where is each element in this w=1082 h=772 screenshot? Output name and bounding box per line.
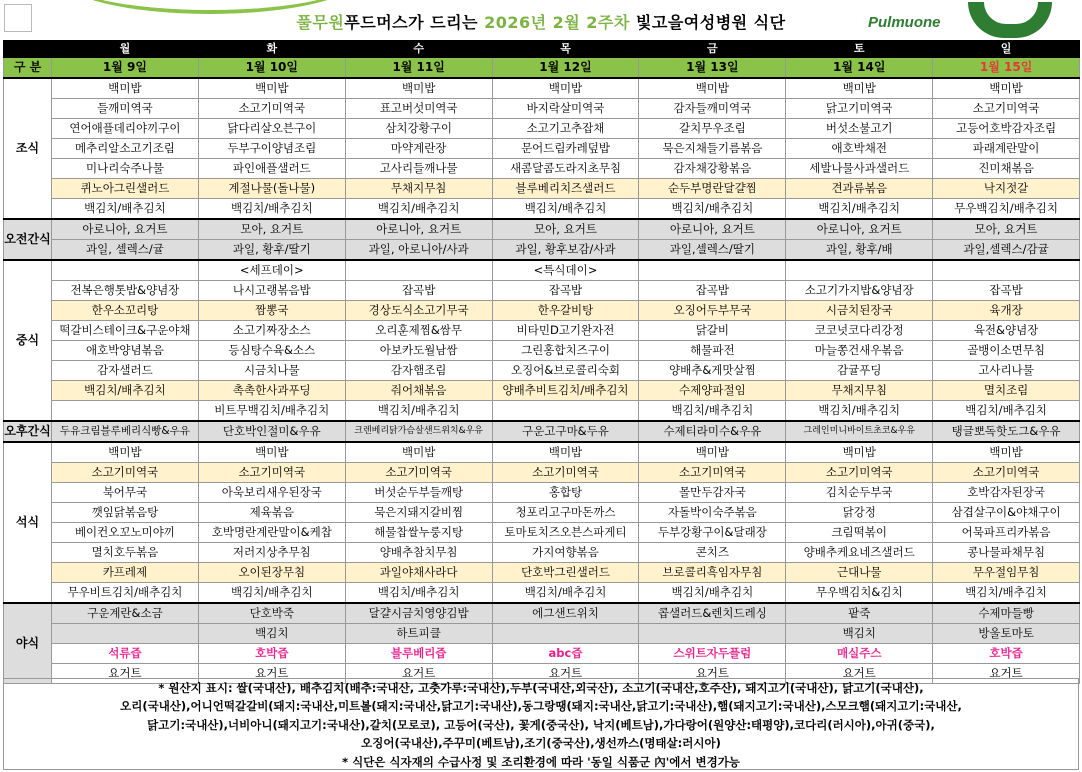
menu-cell: <세프데이>	[198, 260, 345, 281]
menu-cell: 토마토치즈오븐스파게티	[492, 523, 639, 543]
menu-cell: 파래계란말이	[933, 139, 1080, 159]
lunch-label: 중식	[4, 260, 52, 421]
menu-cell: 백김치	[198, 624, 345, 644]
menu-cell: 소고기미역국	[52, 463, 199, 483]
menu-cell	[492, 401, 639, 422]
menu-cell: 수제티라미수&우유	[639, 421, 786, 442]
menu-cell: 코코넛코다리강정	[786, 321, 933, 341]
menu-cell: 그린홍합치즈구이	[492, 341, 639, 361]
menu-cell: 골뱅이소면무침	[933, 341, 1080, 361]
menu-cell: 모아, 요거트	[933, 219, 1080, 240]
menu-cell: 비타민D고기완자전	[492, 321, 639, 341]
menu-cell: 고사리들깨나물	[345, 159, 492, 179]
menu-cell: 백미밥	[345, 78, 492, 99]
title-end: 빛고을여성병원 식단	[629, 13, 786, 32]
menu-cell: 묵은지채들기름볶음	[639, 139, 786, 159]
date-header: 1월 13일	[639, 58, 786, 79]
menu-cell: 제육볶음	[198, 503, 345, 523]
menu-cell: 잡곡밥	[492, 281, 639, 301]
menu-cell: 두부강황구이&달래장	[639, 523, 786, 543]
menu-cell: 백김치/배추김치	[345, 583, 492, 604]
dinner-row	[4, 442, 1080, 463]
menu-cell: 감자햄조림	[345, 361, 492, 381]
weekday-header: 월	[52, 41, 199, 58]
date-row	[4, 58, 1080, 79]
menu-cell: 백미밥	[345, 442, 492, 463]
menu-cell: 탱글뽀독핫도그&우유	[933, 421, 1080, 442]
menu-cell: 과일, 황후/배	[786, 240, 933, 261]
menu-cell: 낙지젓갈	[933, 179, 1080, 199]
menu-cell: 애호박양념볶음	[52, 341, 199, 361]
menu-cell: 백미밥	[639, 442, 786, 463]
lunch-row	[4, 281, 1080, 301]
menu-cell: 나시고랭볶음밥	[198, 281, 345, 301]
menu-cell: 요거트	[786, 664, 933, 684]
menu-cell: 백미밥	[933, 78, 1080, 99]
menu-cell: 백김치/배추김치	[786, 401, 933, 422]
menu-cell: 바지락살미역국	[492, 99, 639, 119]
menu-cell: 백미밥	[639, 78, 786, 99]
weekday-header: 금	[639, 41, 786, 58]
menu-cell	[52, 624, 199, 644]
breakfast-row	[4, 99, 1080, 119]
menu-cell: 요거트	[933, 664, 1080, 684]
menu-cell: 백김치/배추김치	[639, 199, 786, 220]
menu-cell: 닭고기미역국	[786, 99, 933, 119]
menu-cell: 견과류볶음	[786, 179, 933, 199]
menu-cell: 비트무백김치/배추김치	[198, 401, 345, 422]
weekday-header: 수	[345, 41, 492, 58]
menu-cell: 근대나물	[786, 563, 933, 583]
menu-cell: 백김치/배추김치	[52, 199, 199, 220]
menu-cell: 마늘쫑건새우볶음	[786, 341, 933, 361]
dinner-row	[4, 503, 1080, 523]
menu-cell: 백김치/배추김치	[492, 583, 639, 604]
menu-cell: 그레인미니바이트초코&우유	[786, 421, 933, 442]
menu-cell: 구운고구마&두유	[492, 421, 639, 442]
menu-cell: 백김치	[786, 624, 933, 644]
menu-cell: 멸치조림	[933, 381, 1080, 401]
menu-cell: 아로니아, 요거트	[786, 219, 933, 240]
menu-cell: 삼겹살구이&야채구이	[933, 503, 1080, 523]
lunch-row	[4, 361, 1080, 381]
menu-cell: 잡곡밥	[639, 281, 786, 301]
dinner-row	[4, 563, 1080, 583]
menu-cell: 육개장	[933, 301, 1080, 321]
weekday-header: 목	[492, 41, 639, 58]
date-header: 1월 15일	[933, 58, 1080, 79]
page-header	[0, 0, 1082, 40]
breakfast-row	[4, 119, 1080, 139]
menu-cell: 백미밥	[52, 442, 199, 463]
menu-cell: 콥샐러드&렌치드레싱	[639, 603, 786, 624]
menu-cell: 소고기고추잡채	[492, 119, 639, 139]
menu-cell: 요거트	[639, 664, 786, 684]
menu-cell: 스위트자두플럼	[639, 644, 786, 664]
menu-cell: abc즙	[492, 644, 639, 664]
label-header: 구 분	[4, 58, 52, 79]
menu-cell: 아로니아, 요거트	[639, 219, 786, 240]
menu-cell: 석류즙	[52, 644, 199, 664]
menu-cell: 달걀시금치영양김밥	[345, 603, 492, 624]
menu-cell: 양배추케요네즈샐러드	[786, 543, 933, 563]
menu-cell: 요거트	[345, 664, 492, 684]
pulmuone-logo: Pulmuone	[868, 14, 941, 31]
menu-cell: 떡갈비스테이크&구운야채	[52, 321, 199, 341]
breakfast-row	[4, 159, 1080, 179]
menu-cell: 무우백김치/배추김치	[933, 199, 1080, 220]
menu-cell: 김치순두부국	[786, 483, 933, 503]
menu-cell: 요거트	[198, 664, 345, 684]
dinner-row	[4, 523, 1080, 543]
menu-cell: 어묵파프리카볶음	[933, 523, 1080, 543]
menu-cell: 한우소꼬리탕	[52, 301, 199, 321]
menu-cell: 소고기짜장소스	[198, 321, 345, 341]
menu-cell: 몰만두감자국	[639, 483, 786, 503]
menu-cell: 갈치무우조림	[639, 119, 786, 139]
menu-cell: 고등어호박감자조림	[933, 119, 1080, 139]
menu-cell: 파인애플샐러드	[198, 159, 345, 179]
menu-cell: 요거트	[52, 664, 199, 684]
menu-cell: 백김치/배추김치	[933, 583, 1080, 604]
menu-cell: 백김치/배추김치	[345, 401, 492, 422]
menu-cell: 오징어두부무국	[639, 301, 786, 321]
menu-cell: 무우비트김치/배추김치	[52, 583, 199, 604]
menu-cell: 호박즙	[198, 644, 345, 664]
menu-cell: 무우백김치&김치	[786, 583, 933, 604]
menu-cell: 과일, 아로니아/사과	[345, 240, 492, 261]
menu-cell: 하트피클	[345, 624, 492, 644]
menu-cell: 감자들깨미역국	[639, 99, 786, 119]
menu-cell: 양배추참치무침	[345, 543, 492, 563]
note-line: * 원산지 표시: 쌀(국내산), 배추김치(배추:국내산, 고춧가루:국내산),두부(국내산,외국산), 소고기(국내산,호주산), 돼지고기(국내산), 닭고기(국내산),	[158, 681, 924, 695]
menu-cell: 구운계란&소금	[52, 603, 199, 624]
date-header: 1월 10일	[198, 58, 345, 79]
night_snack-label: 야식	[4, 603, 52, 684]
menu-cell: 소고기미역국	[198, 463, 345, 483]
menu-cell: 해물찹쌀누룽지탕	[345, 523, 492, 543]
menu-cell: 아욱보리새우된장국	[198, 483, 345, 503]
menu-cell: 해물파전	[639, 341, 786, 361]
menu-cell: 무우절임무침	[933, 563, 1080, 583]
lunch-row	[4, 381, 1080, 401]
menu-cell: 백미밥	[933, 442, 1080, 463]
menu-cell: 감자샐러드	[52, 361, 199, 381]
menu-cell: 베이컨오꼬노미야끼	[52, 523, 199, 543]
menu-cell: 크림떡볶이	[786, 523, 933, 543]
menu-cell	[639, 260, 786, 281]
menu-cell: 멸치호두볶음	[52, 543, 199, 563]
menu-cell: 과일야채사라다	[345, 563, 492, 583]
menu-cell: 양배추비트김치/배추김치	[492, 381, 639, 401]
menu-cell: 모아, 요거트	[492, 219, 639, 240]
menu-cell: 아로니아, 요거트	[52, 219, 199, 240]
menu-cell: 요거트	[492, 664, 639, 684]
menu-cell: 과일,셀렉스/감귤	[933, 240, 1080, 261]
menu-cell: 버섯순두부들깨탕	[345, 483, 492, 503]
menu-cell: <특식데이>	[492, 260, 639, 281]
weekday-header: 화	[198, 41, 345, 58]
menu-cell	[52, 260, 199, 281]
dinner-row	[4, 583, 1080, 604]
menu-cell: 수제마들빵	[933, 603, 1080, 624]
menu-cell: 연어애플데리야끼구이	[52, 119, 199, 139]
menu-cell	[52, 401, 199, 422]
menu-cell: 과일, 황후/딸기	[198, 240, 345, 261]
menu-cell: 팥죽	[786, 603, 933, 624]
menu-cell: 블루베리치즈샐러드	[492, 179, 639, 199]
menu-cell: 경상도식소고기무국	[345, 301, 492, 321]
menu-cell: 시금치된장국	[786, 301, 933, 321]
menu-cell: 소고기가지밥&양념장	[786, 281, 933, 301]
menu-cell: 블루베리즙	[345, 644, 492, 664]
menu-cell: 깻잎닭볶음탕	[52, 503, 199, 523]
menu-cell: 과일, 셀렉스/귤	[52, 240, 199, 261]
lunch-row	[4, 260, 1080, 281]
menu-cell: 애호박채전	[786, 139, 933, 159]
menu-cell: 잡곡밥	[933, 281, 1080, 301]
menu-cell	[639, 624, 786, 644]
menu-cell: 단호박인절미&우유	[198, 421, 345, 442]
menu-cell: 삼치강황구이	[345, 119, 492, 139]
lunch-row	[4, 321, 1080, 341]
breakfast-label: 조식	[4, 78, 52, 219]
menu-cell: 시금치나물	[198, 361, 345, 381]
menu-cell: 소고기미역국	[933, 463, 1080, 483]
menu-cell: 촉촉한사과푸딩	[198, 381, 345, 401]
menu-cell: 백김치/배추김치	[345, 199, 492, 220]
breakfast-row	[4, 179, 1080, 199]
note-line: 오징어(국내산),주꾸미(베트남),조기(중국산),생선까스(명태살:러시아)	[361, 736, 721, 751]
origin-notes	[3, 678, 1079, 770]
dinner-row	[4, 543, 1080, 563]
note-line: * 식단은 식자재의 수급사정 및 조리환경에 따라 '동일 식품군 內'에서 변경가능	[342, 754, 740, 769]
menu-cell: 순두부명란달걀찜	[639, 179, 786, 199]
menu-cell: 무채지무침	[786, 381, 933, 401]
menu-cell: 카프레제	[52, 563, 199, 583]
menu-cell: 백미밥	[492, 442, 639, 463]
menu-cell: 소고기미역국	[933, 99, 1080, 119]
menu-cell: 등심탕수육&소스	[198, 341, 345, 361]
menu-cell: 오이된장무침	[198, 563, 345, 583]
corner-cell	[4, 41, 52, 58]
menu-cell: 세발나물사과샐러드	[786, 159, 933, 179]
morning_snack-label: 오전간식	[4, 219, 52, 260]
menu-cell: 잡곡밥	[345, 281, 492, 301]
menu-cell: 문어드림카레덮밥	[492, 139, 639, 159]
menu-cell: 홍합탕	[492, 483, 639, 503]
menu-cell: 단호박그린샐러드	[492, 563, 639, 583]
menu-cell	[492, 624, 639, 644]
menu-cell: 감자채강황볶음	[639, 159, 786, 179]
menu-cell: 백미밥	[786, 442, 933, 463]
menu-cell: 아보카도월남쌈	[345, 341, 492, 361]
menu-cell: 매실주스	[786, 644, 933, 664]
menu-cell: 백김치/배추김치	[933, 401, 1080, 422]
menu-cell: 소고기미역국	[786, 463, 933, 483]
menu-cell: 수제양파절임	[639, 381, 786, 401]
date-header: 1월 12일	[492, 58, 639, 79]
weekday-header: 일	[933, 41, 1080, 58]
menu-cell: 줘어채볶음	[345, 381, 492, 401]
menu-cell: 백김치/배추김치	[786, 199, 933, 220]
menu-cell: 백미밥	[786, 78, 933, 99]
night_snack-row	[4, 644, 1080, 664]
menu-cell: 방울토마토	[933, 624, 1080, 644]
menu-cell: 고사리나물	[933, 361, 1080, 381]
menu-cell	[786, 260, 933, 281]
menu-cell: 닭다리살오븐구이	[198, 119, 345, 139]
menu-cell: 청포리고구마돈까스	[492, 503, 639, 523]
weekday-row	[4, 41, 1080, 58]
menu-cell: 백김치/배추김치	[198, 583, 345, 604]
menu-cell: 퀴노아그린샐러드	[52, 179, 199, 199]
morning_snack-row	[4, 240, 1080, 261]
date-header: 1월 14일	[786, 58, 933, 79]
menu-cell: 계절나물(돌나물)	[198, 179, 345, 199]
menu-cell: 새콤달콤도라지초무침	[492, 159, 639, 179]
afternoon_snack-row	[4, 421, 1080, 442]
lunch-row	[4, 401, 1080, 422]
menu-cell: 에그샌드위치	[492, 603, 639, 624]
menu-cell: 과일,셀렉스/딸기	[639, 240, 786, 261]
menu-cell: 북어무국	[52, 483, 199, 503]
date-header: 1월 11일	[345, 58, 492, 79]
menu-cell: 메추리알소고기조림	[52, 139, 199, 159]
menu-cell: 콩나물파채무침	[933, 543, 1080, 563]
title-mid: 푸드머스가 드리는	[344, 13, 485, 32]
note-line: 오리(국내산),어니언떡갈갈비(돼지:국내산,미트볼(돼지:국내산,닭고기:국내산),동그랑땡(돼지:국내산,닭고기:국내산),햄(돼지고기:국내산),스모크햄(돼지고기:국내산,	[120, 699, 962, 714]
menu-cell: 무채지무침	[345, 179, 492, 199]
menu-cell: 소고기미역국	[345, 463, 492, 483]
menu-cell	[345, 260, 492, 281]
menu-cell: 감귤푸딩	[786, 361, 933, 381]
lunch-row	[4, 301, 1080, 321]
menu-cell: 오리훈제찜&쌈무	[345, 321, 492, 341]
menu-cell: 미나리숙주나물	[52, 159, 199, 179]
menu-cell: 저러지상추무침	[198, 543, 345, 563]
menu-cell: 들깨미역국	[52, 99, 199, 119]
menu-cell: 백미밥	[492, 78, 639, 99]
menu-cell: 백김치/배추김치	[198, 199, 345, 220]
breakfast-row	[4, 78, 1080, 99]
menu-cell: 진미채볶음	[933, 159, 1080, 179]
menu-cell: 백미밥	[198, 78, 345, 99]
menu-cell: 닭갈비	[639, 321, 786, 341]
menu-cell: 백김치/배추김치	[639, 401, 786, 422]
menu-cell: 자돌박이숙주볶음	[639, 503, 786, 523]
afternoon_snack-label: 오후간식	[4, 421, 52, 442]
menu-cell: 오징어&브로콜리숙회	[492, 361, 639, 381]
menu-cell: 닭강정	[786, 503, 933, 523]
menu-cell: 두부구이양념조림	[198, 139, 345, 159]
date-header: 1월 9일	[52, 58, 199, 79]
menu-cell: 소고기미역국	[198, 99, 345, 119]
menu-cell	[933, 260, 1080, 281]
menu-cell: 양배추&게맛살찜	[639, 361, 786, 381]
night_snack-row	[4, 624, 1080, 644]
menu-cell: 짬뽕국	[198, 301, 345, 321]
title-brand: 풀무원	[296, 13, 345, 32]
menu-cell: 버섯소불고기	[786, 119, 933, 139]
menu-cell: 두유크림블루베리식빵&우유	[52, 421, 199, 442]
menu-cell: 백김치/배추김치	[492, 199, 639, 220]
menu-cell: 콘치즈	[639, 543, 786, 563]
menu-cell: 호박명란계란말이&케찹	[198, 523, 345, 543]
menu-cell: 과일, 황후보감/사과	[492, 240, 639, 261]
dinner-row	[4, 483, 1080, 503]
menu-cell: 전복은행톳밥&양념장	[52, 281, 199, 301]
menu-cell: 크렌베리닭가슴살샌드위치&우유	[345, 421, 492, 442]
night_snack-row	[4, 603, 1080, 624]
menu-cell: 단호박죽	[198, 603, 345, 624]
menu-cell: 백미밥	[52, 78, 199, 99]
dinner-row	[4, 463, 1080, 483]
menu-cell: 마약계란장	[345, 139, 492, 159]
breakfast-row	[4, 199, 1080, 220]
menu-cell: 표고버섯미역국	[345, 99, 492, 119]
title-week: 2026년 2월 2주차	[484, 13, 630, 32]
weekday-header: 토	[786, 41, 933, 58]
note-line: 닭고기:국내산),너비아니(돼지고기:국내산),갈치(모로코), 고등어(국산), 꽃게(중국산), 낙지(베트남),가다랑어(원양산:태평양),코다리(러시아),아귀(중국),	[147, 717, 935, 732]
menu-table	[3, 40, 1080, 684]
menu-cell: 백김치/배추김치	[52, 381, 199, 401]
dinner-label: 석식	[4, 442, 52, 603]
menu-cell: 모아, 요거트	[198, 219, 345, 240]
menu-cell: 백김치/배추김치	[639, 583, 786, 604]
menu-cell: 소고기미역국	[492, 463, 639, 483]
menu-cell: 아로니아, 요거트	[345, 219, 492, 240]
menu-cell: 한우갈비탕	[492, 301, 639, 321]
menu-cell: 호박즙	[933, 644, 1080, 664]
menu-cell: 가지여향볶음	[492, 543, 639, 563]
menu-cell: 묵은지돼지갈비찜	[345, 503, 492, 523]
breakfast-row	[4, 139, 1080, 159]
morning_snack-row	[4, 219, 1080, 240]
lunch-row	[4, 341, 1080, 361]
menu-cell: 육전&양념장	[933, 321, 1080, 341]
menu-cell: 브로콜리흑임자무침	[639, 563, 786, 583]
menu-cell: 백미밥	[198, 442, 345, 463]
menu-cell: 소고기미역국	[639, 463, 786, 483]
menu-cell: 호박감자된장국	[933, 483, 1080, 503]
